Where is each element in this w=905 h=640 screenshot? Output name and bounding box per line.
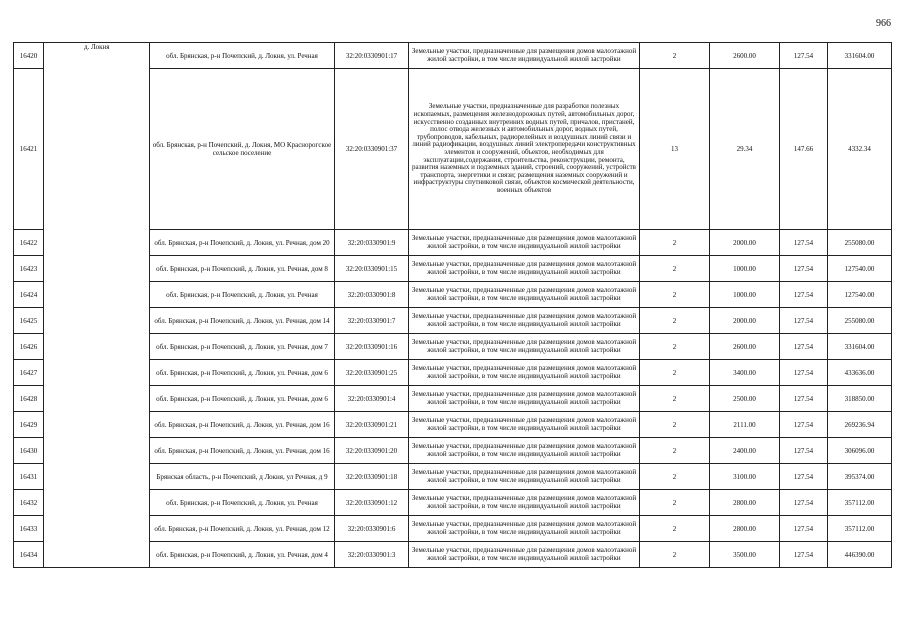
land-use-cell: Земельные участки, предназначенные для размещения домов малоэтажной жилой застройки, в том числе индивидуальной жилой застройки bbox=[409, 490, 640, 516]
area-cell: 2111.00 bbox=[710, 412, 780, 438]
address-cell: обл. Брянская, р-н Почепский, д. Локня, ул. Речная, дом 12 bbox=[150, 516, 335, 542]
address-cell: обл. Брянская, р-н Почепский, д. Локня, ул. Речная, дом 7 bbox=[150, 334, 335, 360]
rate-cell: 127.54 bbox=[780, 464, 828, 490]
row-number-cell: 16429 bbox=[14, 412, 44, 438]
row-number-cell: 16420 bbox=[14, 43, 44, 69]
area-cell: 29.34 bbox=[710, 69, 780, 230]
cadastral-number-cell: 32:20:0330901:3 bbox=[335, 542, 409, 568]
row-number-cell: 16422 bbox=[14, 230, 44, 256]
land-use-cell: Земельные участки, предназначенные для размещения домов малоэтажной жилой застройки, в том числе индивидуальной жилой застройки bbox=[409, 43, 640, 69]
group-cell: 2 bbox=[640, 256, 710, 282]
address-cell: обл. Брянская, р-н Почепский, д. Локня, МО Краснорогское сельское поселение bbox=[150, 69, 335, 230]
cadastral-value-cell: 331604.00 bbox=[828, 43, 892, 69]
cadastral-number-cell: 32:20:0330901:6 bbox=[335, 516, 409, 542]
cadastral-number-cell: 32:20:0330901:7 bbox=[335, 308, 409, 334]
cadastral-value-cell: 269236.94 bbox=[828, 412, 892, 438]
group-cell: 2 bbox=[640, 464, 710, 490]
area-cell: 2500.00 bbox=[710, 386, 780, 412]
area-cell: 2000.00 bbox=[710, 230, 780, 256]
cadastral-number-cell: 32:20:0330901:17 bbox=[335, 43, 409, 69]
group-cell: 2 bbox=[640, 308, 710, 334]
cadastral-value-table bbox=[13, 42, 892, 568]
rate-cell: 127.54 bbox=[780, 282, 828, 308]
land-use-cell: Земельные участки, предназначенные для разработки полезных ископаемых, размещения железнодорожных путей, автомобильных дорог, искусственно созданных внутренних водных путей, причалов, пристаней, полос отвода железных и автомобильных дорог, водных путей, трубопроводов, кабельных, радиорелейных и воздушных линий связи и линий радиофикации, воздушных линий электропередачи конструктивных элементов и сооружений, объектов, необходимых для эксплуатации,содержания, строительства, реконструкции, ремонта, развития наземных и подземных зданий, строений, сооружений, устройств транспорта, энергетики и связи; размещения наземных сооружений и инфраструктуры спутниковой связи, объектов космической деятельности, военных объектов bbox=[409, 69, 640, 230]
cadastral-number-cell: 32:20:0330901:8 bbox=[335, 282, 409, 308]
group-cell: 2 bbox=[640, 334, 710, 360]
row-number-cell: 16434 bbox=[14, 542, 44, 568]
area-cell: 2800.00 bbox=[710, 490, 780, 516]
address-cell: Брянская область, р-н Почепский, д Локня, ул Речная, д 9 bbox=[150, 464, 335, 490]
cadastral-value-cell: 306096.00 bbox=[828, 438, 892, 464]
address-cell: обл. Брянская, р-н Почепский, д. Локня, ул. Речная, дом 6 bbox=[150, 386, 335, 412]
area-cell: 2800.00 bbox=[710, 516, 780, 542]
cadastral-number-cell: 32:20:0330901:9 bbox=[335, 230, 409, 256]
group-cell: 2 bbox=[640, 438, 710, 464]
area-cell: 1000.00 bbox=[710, 282, 780, 308]
area-cell: 2400.00 bbox=[710, 438, 780, 464]
cadastral-value-cell: 331604.00 bbox=[828, 334, 892, 360]
cadastral-number-cell: 32:20:0330901:12 bbox=[335, 490, 409, 516]
table-body bbox=[14, 43, 892, 568]
land-use-cell: Земельные участки, предназначенные для размещения домов малоэтажной жилой застройки, в том числе индивидуальной жилой застройки bbox=[409, 230, 640, 256]
land-use-cell: Земельные участки, предназначенные для размещения домов малоэтажной жилой застройки, в том числе индивидуальной жилой застройки bbox=[409, 386, 640, 412]
group-cell: 2 bbox=[640, 516, 710, 542]
cadastral-value-cell: 433636.00 bbox=[828, 360, 892, 386]
row-number-cell: 16424 bbox=[14, 282, 44, 308]
cadastral-value-cell: 395374.00 bbox=[828, 464, 892, 490]
group-cell: 2 bbox=[640, 490, 710, 516]
address-cell: обл. Брянская, р-н Почепский, д. Локня, ул. Речная bbox=[150, 490, 335, 516]
rate-cell: 127.54 bbox=[780, 412, 828, 438]
area-cell: 3400.00 bbox=[710, 360, 780, 386]
cadastral-number-cell: 32:20:0330901:4 bbox=[335, 386, 409, 412]
row-number-cell: 16428 bbox=[14, 386, 44, 412]
area-cell: 2000.00 bbox=[710, 308, 780, 334]
rate-cell: 127.54 bbox=[780, 386, 828, 412]
rate-cell: 127.54 bbox=[780, 256, 828, 282]
cadastral-number-cell: 32:20:0330901:16 bbox=[335, 334, 409, 360]
rate-cell: 127.54 bbox=[780, 516, 828, 542]
cadastral-number-cell: 32:20:0330901:25 bbox=[335, 360, 409, 386]
land-use-cell: Земельные участки, предназначенные для размещения домов малоэтажной жилой застройки, в том числе индивидуальной жилой застройки bbox=[409, 282, 640, 308]
area-cell: 3500.00 bbox=[710, 542, 780, 568]
cadastral-value-cell: 127540.00 bbox=[828, 282, 892, 308]
land-use-cell: Земельные участки, предназначенные для размещения домов малоэтажной жилой застройки, в том числе индивидуальной жилой застройки bbox=[409, 308, 640, 334]
group-cell: 2 bbox=[640, 230, 710, 256]
group-cell: 2 bbox=[640, 412, 710, 438]
land-use-cell: Земельные участки, предназначенные для размещения домов малоэтажной жилой застройки, в том числе индивидуальной жилой застройки bbox=[409, 360, 640, 386]
settlement-cell: д. Локня bbox=[44, 43, 150, 568]
row-number-cell: 16432 bbox=[14, 490, 44, 516]
rate-cell: 127.54 bbox=[780, 334, 828, 360]
land-use-cell: Земельные участки, предназначенные для размещения домов малоэтажной жилой застройки, в том числе индивидуальной жилой застройки bbox=[409, 438, 640, 464]
cadastral-value-cell: 318850.00 bbox=[828, 386, 892, 412]
cadastral-value-cell: 357112.00 bbox=[828, 516, 892, 542]
rate-cell: 127.54 bbox=[780, 360, 828, 386]
address-cell: обл. Брянская, р-н Почепский, д. Локня, ул. Речная, дом 16 bbox=[150, 438, 335, 464]
table-row bbox=[14, 43, 892, 69]
cadastral-value-cell: 4332.34 bbox=[828, 69, 892, 230]
address-cell: обл. Брянская, р-н Почепский, д. Локня, ул. Речная bbox=[150, 43, 335, 69]
address-cell: обл. Брянская, р-н Почепский, д. Локня, ул. Речная, дом 20 bbox=[150, 230, 335, 256]
cadastral-value-cell: 255080.00 bbox=[828, 230, 892, 256]
land-use-cell: Земельные участки, предназначенные для размещения домов малоэтажной жилой застройки, в том числе индивидуальной жилой застройки bbox=[409, 516, 640, 542]
cadastral-value-cell: 357112.00 bbox=[828, 490, 892, 516]
row-number-cell: 16430 bbox=[14, 438, 44, 464]
cadastral-number-cell: 32:20:0330901:37 bbox=[335, 69, 409, 230]
land-use-cell: Земельные участки, предназначенные для размещения домов малоэтажной жилой застройки, в том числе индивидуальной жилой застройки bbox=[409, 412, 640, 438]
rate-cell: 127.54 bbox=[780, 43, 828, 69]
area-cell: 1000.00 bbox=[710, 256, 780, 282]
row-number-cell: 16421 bbox=[14, 69, 44, 230]
row-number-cell: 16433 bbox=[14, 516, 44, 542]
cadastral-value-cell: 255080.00 bbox=[828, 308, 892, 334]
area-cell: 2600.00 bbox=[710, 334, 780, 360]
rate-cell: 127.54 bbox=[780, 542, 828, 568]
rate-cell: 127.54 bbox=[780, 490, 828, 516]
row-number-cell: 16427 bbox=[14, 360, 44, 386]
land-use-cell: Земельные участки, предназначенные для размещения домов малоэтажной жилой застройки, в том числе индивидуальной жилой застройки bbox=[409, 542, 640, 568]
group-cell: 2 bbox=[640, 542, 710, 568]
land-use-cell: Земельные участки, предназначенные для размещения домов малоэтажной жилой застройки, в том числе индивидуальной жилой застройки bbox=[409, 334, 640, 360]
rate-cell: 147.66 bbox=[780, 69, 828, 230]
land-use-cell: Земельные участки, предназначенные для размещения домов малоэтажной жилой застройки, в том числе индивидуальной жилой застройки bbox=[409, 256, 640, 282]
area-cell: 3100.00 bbox=[710, 464, 780, 490]
group-cell: 13 bbox=[640, 69, 710, 230]
row-number-cell: 16431 bbox=[14, 464, 44, 490]
cadastral-number-cell: 32:20:0330901:21 bbox=[335, 412, 409, 438]
land-use-cell: Земельные участки, предназначенные для размещения домов малоэтажной жилой застройки, в том числе индивидуальной жилой застройки bbox=[409, 464, 640, 490]
address-cell: обл. Брянская, р-н Почепский, д. Локня, ул. Речная, дом 8 bbox=[150, 256, 335, 282]
rate-cell: 127.54 bbox=[780, 230, 828, 256]
rate-cell: 127.54 bbox=[780, 438, 828, 464]
address-cell: обл. Брянская, р-н Почепский, д. Локня, ул. Речная bbox=[150, 282, 335, 308]
row-number-cell: 16425 bbox=[14, 308, 44, 334]
address-cell: обл. Брянская, р-н Почепский, д. Локня, ул. Речная, дом 16 bbox=[150, 412, 335, 438]
address-cell: обл. Брянская, р-н Почепский, д. Локня, ул. Речная, дом 4 bbox=[150, 542, 335, 568]
rate-cell: 127.54 bbox=[780, 308, 828, 334]
row-number-cell: 16423 bbox=[14, 256, 44, 282]
cadastral-number-cell: 32:20:0330901:20 bbox=[335, 438, 409, 464]
group-cell: 2 bbox=[640, 360, 710, 386]
group-cell: 2 bbox=[640, 43, 710, 69]
cadastral-value-cell: 446390.00 bbox=[828, 542, 892, 568]
cadastral-number-cell: 32:20:0330901:18 bbox=[335, 464, 409, 490]
group-cell: 2 bbox=[640, 282, 710, 308]
page-number: 966 bbox=[876, 18, 891, 29]
cadastral-value-cell: 127540.00 bbox=[828, 256, 892, 282]
area-cell: 2600.00 bbox=[710, 43, 780, 69]
address-cell: обл. Брянская, р-н Почепский, д. Локня, ул. Речная, дом 14 bbox=[150, 308, 335, 334]
row-number-cell: 16426 bbox=[14, 334, 44, 360]
cadastral-number-cell: 32:20:0330901:15 bbox=[335, 256, 409, 282]
group-cell: 2 bbox=[640, 386, 710, 412]
address-cell: обл. Брянская, р-н Почепский, д. Локня, ул. Речная, дом 6 bbox=[150, 360, 335, 386]
